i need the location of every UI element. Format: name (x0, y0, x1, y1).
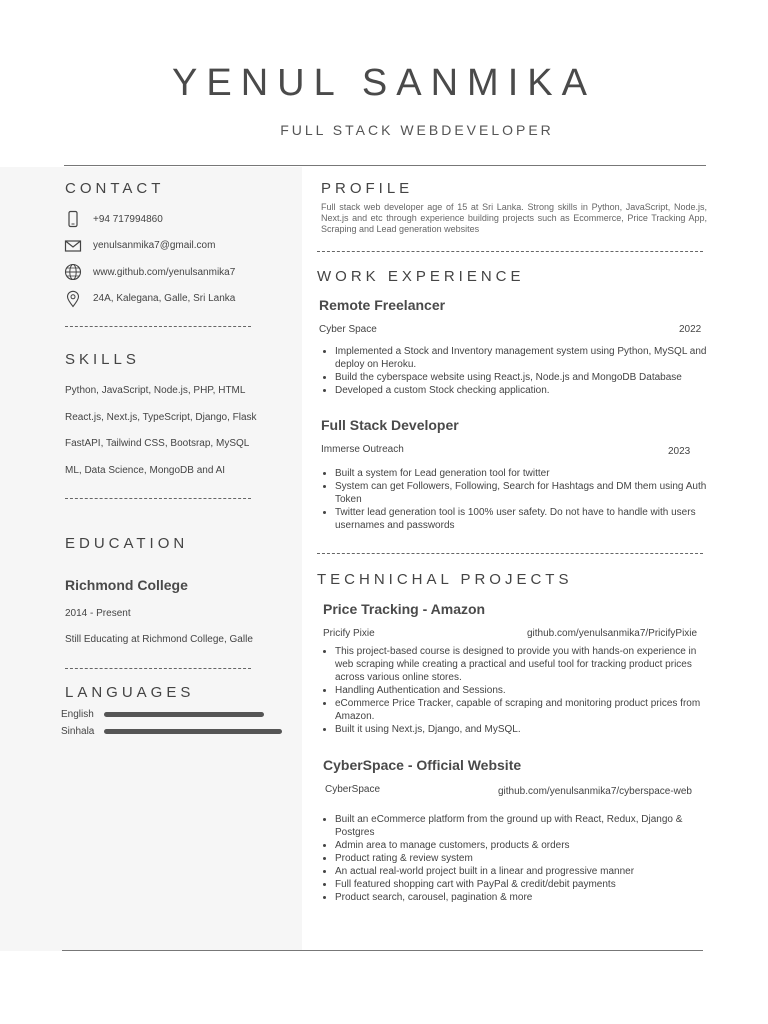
list-item: • Built a system for Lead generation tool for twitter (335, 467, 715, 480)
project-link[interactable]: github.com/yenulsanmika7/PricifyPixie (527, 628, 698, 639)
education-title: EDUCATION (65, 535, 189, 552)
job-year: 2023 (668, 446, 691, 457)
list-item: • An actual real-world project built in a linear and progressive manner (335, 865, 715, 878)
list-item: • Product rating & review system (335, 852, 715, 865)
language-level-bar (104, 729, 282, 734)
header-divider (64, 165, 706, 166)
globe-icon (64, 263, 82, 281)
list-item: • Handling Authentication and Sessions. (335, 684, 715, 697)
list-item: • Developed a custom Stock checking application. (335, 384, 715, 397)
project-link[interactable]: github.com/yenulsanmika7/cyberspace-web (498, 786, 692, 797)
list-item: • Twitter lead generation tool is 100% user safety. Do not have to handle with users usernames and passwords (335, 506, 715, 532)
profile-text: Full stack web developer age of 15 at Sri Lanka. Strong skills in Python, JavaScript, Node.js, Next.js and etc through experience building projects such as Ecommerce, Price Tracking App, Scraping and Lead generation websites (321, 202, 707, 234)
job-role: Full Stack Developer (321, 417, 459, 433)
job-company: Cyber Space (319, 324, 377, 335)
project-bullets (320, 645, 715, 736)
experience-title: WORK EXPERIENCE (317, 268, 525, 285)
list-item: • Implemented a Stock and Inventory management system using Python, MySQL and deploy on Heroku. (335, 345, 715, 371)
skills-line: Python, JavaScript, Node.js, PHP, HTML (65, 385, 246, 396)
skills-line: React.js, Next.js, TypeScript, Django, Flask (65, 412, 257, 423)
list-item: • Build the cyberspace website using React.js, Node.js and MongoDB Database (335, 371, 715, 384)
phone-icon (64, 210, 82, 228)
languages-title: LANGUAGES (65, 684, 195, 701)
list-item: • Built an eCommerce platform from the ground up with React, Redux, Django & Postgres (335, 813, 715, 839)
list-item: • Full featured shopping cart with PayPal & credit/debit payments (335, 878, 715, 891)
language-level-bar (104, 712, 264, 717)
sidebar (0, 167, 302, 951)
contact-address: 24A, Kalegana, Galle, Sri Lanka (93, 293, 236, 304)
project-name: Price Tracking - Amazon (323, 601, 486, 617)
contact-title: CONTACT (65, 180, 165, 197)
location-icon (64, 290, 82, 308)
contact-website[interactable]: www.github.com/yenulsanmika7 (93, 267, 236, 278)
list-item: • Admin area to manage customers, products & orders (335, 839, 715, 852)
resume-name: YENUL SANMIKA (172, 62, 596, 104)
language-name: English (61, 709, 94, 720)
project-org: Pricify Pixie (323, 628, 375, 639)
job-bullets (320, 345, 715, 397)
education-period: 2014 - Present (65, 608, 131, 619)
job-bullets (320, 467, 715, 532)
list-item: • Built it using Next.js, Django, and MySQL. (335, 723, 715, 736)
job-year: 2022 (679, 324, 702, 335)
list-item: • This project-based course is designed to provide you with hands-on experience in web scraping while creating a practical and useful tool for tracking product prices across various online stores. (335, 645, 715, 684)
job-company: Immerse Outreach (321, 444, 404, 455)
language-name: Sinhala (61, 726, 95, 737)
projects-title: TECHNICHAL PROJECTS (317, 571, 573, 588)
skills-title: SKILLS (65, 351, 140, 368)
email-icon (64, 237, 82, 255)
profile-divider (317, 251, 703, 252)
education-divider (65, 668, 251, 669)
contact-divider (65, 326, 251, 327)
resume-role: FULL STACK WEBDEVELOPER (280, 122, 554, 138)
contact-email[interactable]: yenulsanmika7@gmail.com (93, 240, 216, 251)
footer-divider (62, 950, 703, 951)
list-item: • System can get Followers, Following, Search for Hashtags and DM them using Auth Token (335, 480, 715, 506)
education-note: Still Educating at Richmond College, Galle (65, 634, 253, 645)
project-name: CyberSpace - Official Website (323, 757, 522, 773)
list-item: • eCommerce Price Tracker, capable of scraping and monitoring product prices from Amazon. (335, 697, 715, 723)
skills-divider (65, 498, 251, 499)
list-item: • Product search, carousel, pagination & more (335, 891, 715, 904)
skills-line: FastAPI, Tailwind CSS, Bootsrap, MySQL (65, 438, 250, 449)
job-role: Remote Freelancer (319, 297, 446, 313)
profile-title: PROFILE (321, 180, 414, 197)
education-school: Richmond College (65, 577, 188, 593)
contact-phone[interactable]: +94 717994860 (93, 214, 163, 225)
project-org: CyberSpace (325, 784, 381, 795)
experience-divider (317, 553, 703, 554)
skills-line: ML, Data Science, MongoDB and AI (65, 465, 226, 476)
project-bullets (320, 813, 715, 904)
